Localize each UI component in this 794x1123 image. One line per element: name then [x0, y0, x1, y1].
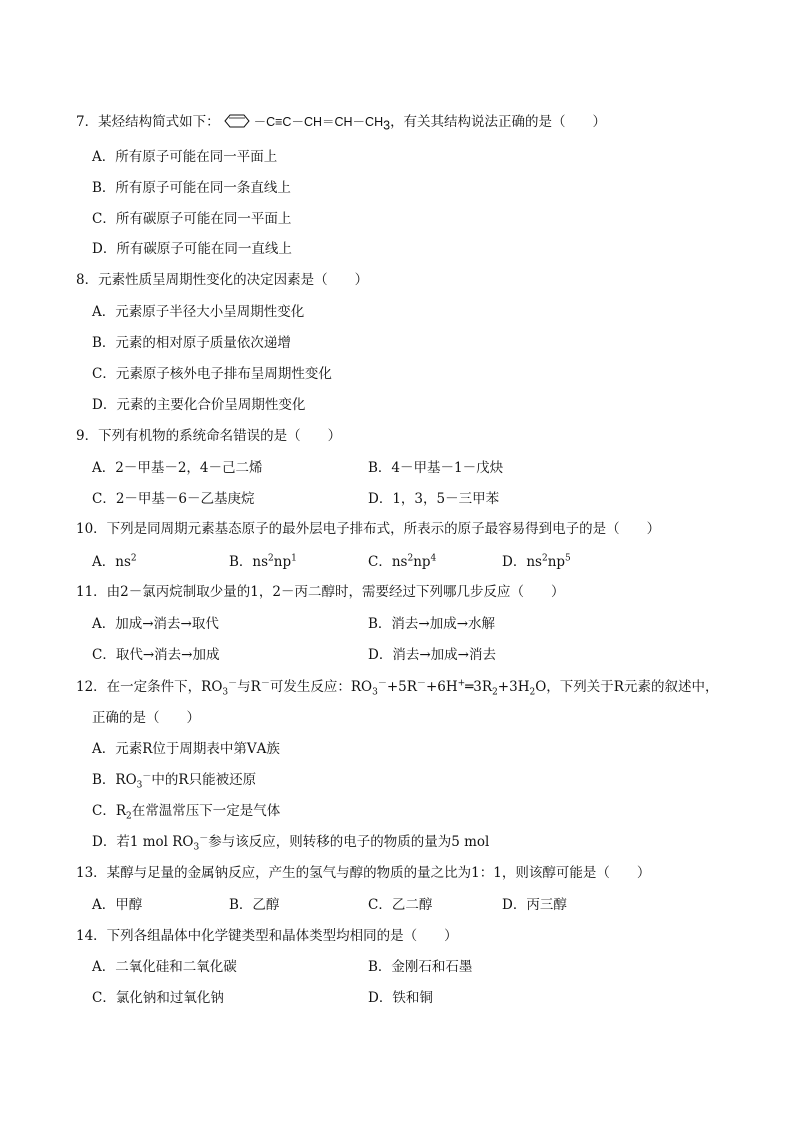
question-12-stem: 12．在一定条件下，$RO_3^-$与R－可发生反应：$RO_3^-+5R^-+6H^+═3R_2+3H_2O$，下列关于R元素的叙述中， [76, 678, 719, 698]
question-13-stem: 13．某醇与足量的金属钠反应，产生的氢气与醇的物质的量之比为1：1，则该醇可能是（ ） [76, 865, 651, 881]
question-7-option-c: C．所有碳原子可能在同一平面上 [92, 211, 292, 227]
question-11-option-b: B．消去→加成→水解 [368, 616, 496, 632]
question-10-stem: 10．下列是同周期元素基态原子的最外层电子排布式，所表示的原子最容易得到电子的是（ ） [76, 521, 661, 537]
benzene-ring-icon [220, 114, 254, 132]
question-8-option-d: D．元素的主要化合价呈周期性变化 [92, 397, 306, 413]
question-7-suffix: ，有关其结构说法正确的是（ ） [390, 114, 607, 130]
question-13-option-a: A．甲醇 [92, 897, 143, 913]
question-9-option-c: C．2－甲基－6－乙基庚烷 [92, 491, 255, 507]
question-9-option-b: B．4－甲基－1－戊炔 [368, 460, 504, 476]
question-14-option-a: A．二氧化硅和二氧化碳 [92, 959, 237, 975]
question-9-option-d: D．1，3，5－三甲苯 [368, 491, 500, 507]
question-7-option-b: B．所有原子可能在同一条直线上 [92, 180, 291, 196]
question-10-option-c: C．$ns^2np^4$ [368, 553, 437, 570]
question-13-option-c: C．乙二醇 [368, 897, 433, 913]
question-13-option-b: B．乙醇 [229, 897, 280, 913]
question-11-option-a: A．加成→消去→取代 [92, 616, 219, 632]
question-12-stem-line2: 正确的是（ ） [92, 710, 200, 726]
question-12-option-b: B．$RO_3^-$中的R只能被还原 [92, 771, 257, 791]
question-14-stem: 14．下列各组晶体中化学键类型和晶体类型均相同的是（ ） [76, 928, 458, 944]
question-7-option-a: A．所有原子可能在同一平面上 [92, 149, 278, 165]
question-8-option-b: B．元素的相对原子质量依次递增 [92, 335, 291, 351]
structure-chain: －C≡C－CH＝CH－CH [253, 115, 384, 129]
question-12-option-c: C．$R_2$在常温常压下一定是气体 [92, 803, 281, 822]
question-14-option-b: B．金刚石和石墨 [368, 959, 473, 975]
question-8-option-c: C．元素原子核外电子排布呈周期性变化 [92, 366, 332, 382]
question-11-option-d: D．消去→加成→消去 [368, 647, 496, 663]
question-12-option-a: A．元素R位于周期表中第ⅤA族 [92, 741, 280, 757]
question-9-option-a: A．2－甲基－2，4－己二烯 [92, 460, 263, 476]
question-12-option-d: D．若1 mol $RO_3^-$参与该反应，则转移的电子的物质的量为5 mol [92, 833, 490, 853]
question-9-stem: 9．下列有机物的系统命名错误的是（ ） [76, 428, 342, 444]
question-8-stem: 8．元素性质呈周期性变化的决定因素是（ ） [76, 272, 369, 288]
question-10-option-a: A．$ns^2$ [92, 553, 137, 570]
question-7-prefix: 7．某烃结构简式如下： [76, 114, 220, 130]
question-10-option-d: D．$ns^2np^5$ [502, 553, 571, 570]
question-11-option-c: C．取代→消去→加成 [92, 647, 220, 663]
question-7-stem [76, 110, 606, 132]
structure-chain-subscript: 3 [383, 118, 391, 133]
question-10-option-b: B．$ns^2np^1$ [229, 553, 297, 570]
question-13-option-d: D．丙三醇 [502, 897, 567, 913]
question-11-stem: 11．由2－氯丙烷制取少量的1，2－丙二醇时，需要经过下列哪几步反应（ ） [76, 584, 565, 600]
question-7-option-d: D．所有碳原子可能在同一直线上 [92, 241, 292, 257]
question-14-option-c: C．氯化钠和过氧化钠 [92, 990, 224, 1006]
question-14-option-d: D．铁和铜 [368, 990, 433, 1006]
question-8-option-a: A．元素原子半径大小呈周期性变化 [92, 304, 305, 320]
